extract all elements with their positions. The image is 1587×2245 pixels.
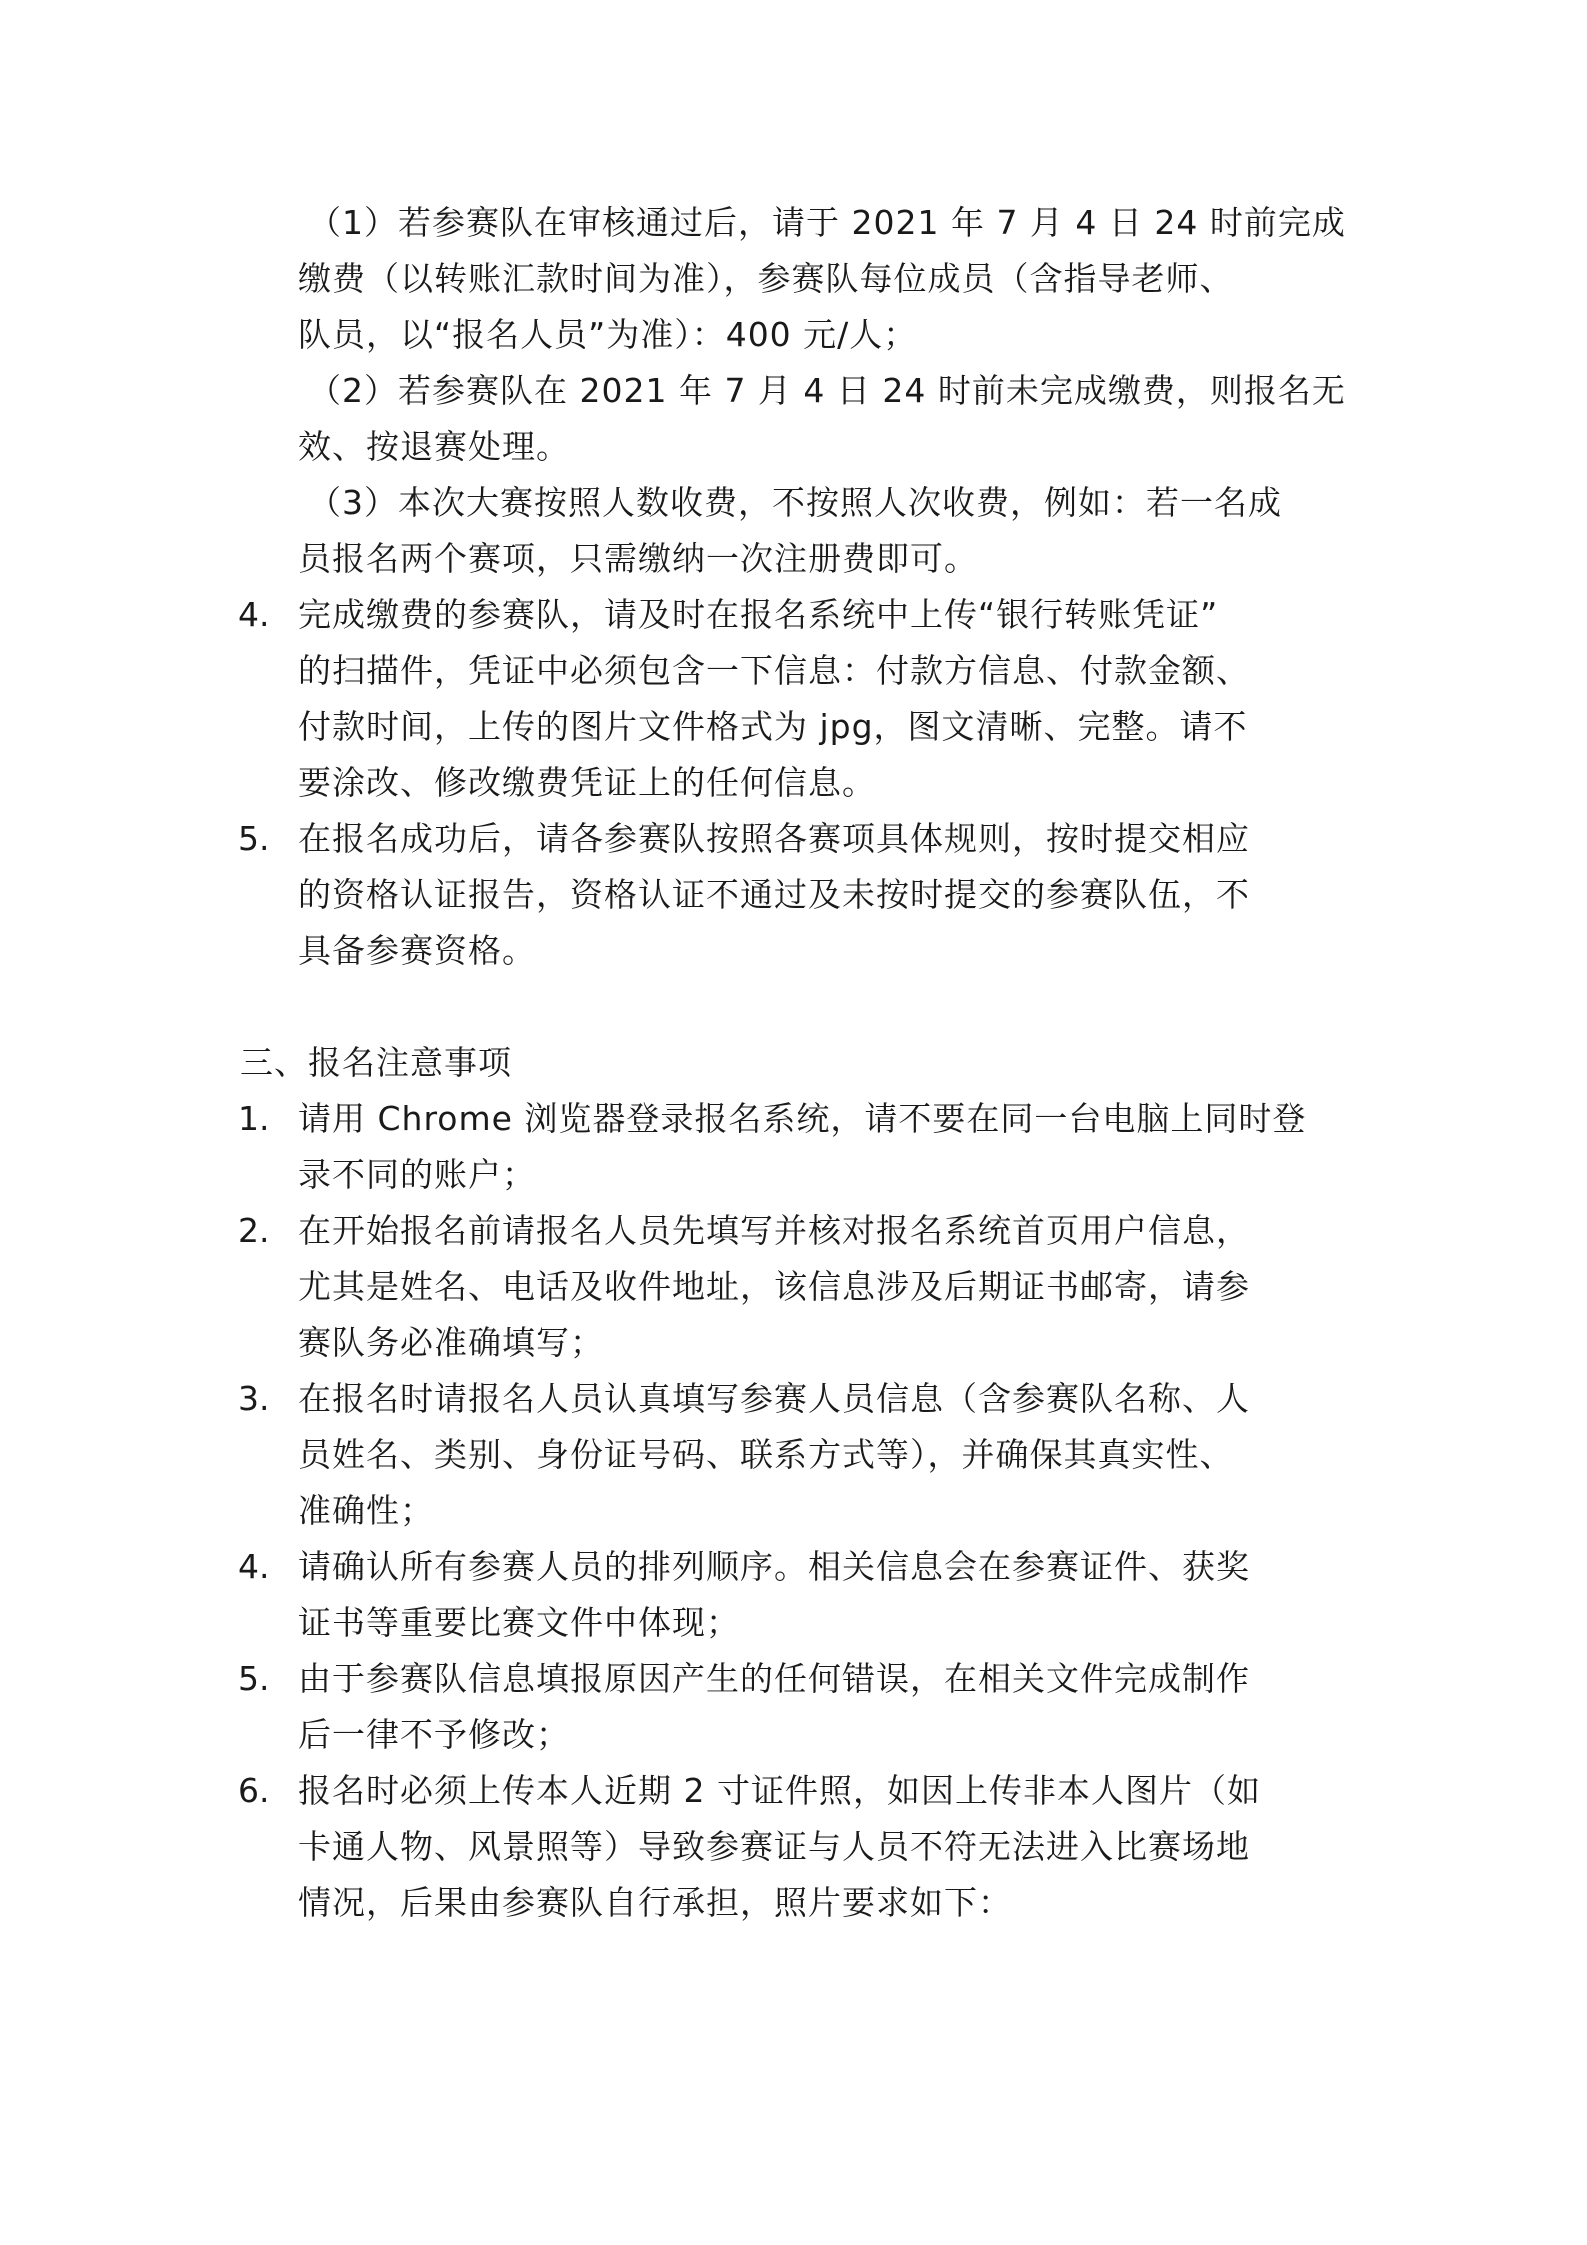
sub1-line-1: （1）若参赛队在审核通过后，请于 2021 年 7 月 4 日 24 时前完成 bbox=[308, 203, 1346, 242]
s3-item1-number: 1. bbox=[238, 1099, 270, 1138]
s3-item4-line-1: 请确认所有参赛人员的排列顺序。相关信息会在参赛证件、获奖 bbox=[298, 1547, 1250, 1586]
item5-line-2: 的资格认证报告，资格认证不通过及未按时提交的参赛队伍，不 bbox=[298, 875, 1250, 914]
sub3-line-2: 员报名两个赛项，只需缴纳一次注册费即可。 bbox=[298, 539, 978, 578]
item4-line-4: 要涂改、修改缴费凭证上的任何信息。 bbox=[298, 763, 876, 802]
s3-item6-line-3: 情况，后果由参赛队自行承担，照片要求如下： bbox=[298, 1883, 1012, 1922]
item4-line-2: 的扫描件，凭证中必须包含一下信息：付款方信息、付款金额、 bbox=[298, 651, 1250, 690]
s3-item2-line-1: 在开始报名前请报名人员先填写并核对报名系统首页用户信息， bbox=[298, 1211, 1250, 1250]
s3-item5-line-1: 由于参赛队信息填报原因产生的任何错误，在相关文件完成制作 bbox=[298, 1659, 1250, 1698]
sub3-line-1: （3）本次大赛按照人数收费，不按照人次收费，例如：若一名成 bbox=[308, 483, 1282, 522]
s3-item3-line-3: 准确性； bbox=[298, 1491, 434, 1530]
sub2-line-2: 效、按退赛处理。 bbox=[298, 427, 570, 466]
s3-item2-number: 2. bbox=[238, 1211, 270, 1250]
item5-number: 5. bbox=[238, 819, 270, 858]
s3-item2-line-3: 赛队务必准确填写； bbox=[298, 1323, 604, 1362]
item4-number: 4. bbox=[238, 595, 270, 634]
s3-item3-line-2: 员姓名、类别、身份证号码、联系方式等），并确保其真实性、 bbox=[298, 1435, 1234, 1474]
item5-line-1: 在报名成功后，请各参赛队按照各赛项具体规则，按时提交相应 bbox=[298, 819, 1250, 858]
sub2-line-1: （2）若参赛队在 2021 年 7 月 4 日 24 时前未完成缴费，则报名无 bbox=[308, 371, 1346, 410]
s3-item4-number: 4. bbox=[238, 1547, 270, 1586]
s3-item2-line-2: 尤其是姓名、电话及收件地址，该信息涉及后期证书邮寄，请参 bbox=[298, 1267, 1250, 1306]
s3-item1-line-1: 请用 Chrome 浏览器登录报名系统，请不要在同一台电脑上同时登 bbox=[298, 1099, 1307, 1138]
s3-item1-line-2: 录不同的账户； bbox=[298, 1155, 536, 1194]
s3-item6-number: 6. bbox=[238, 1771, 270, 1810]
s3-item6-line-2: 卡通人物、风景照等）导致参赛证与人员不符无法进入比赛场地 bbox=[298, 1827, 1250, 1866]
s3-item5-line-2: 后一律不予修改； bbox=[298, 1715, 570, 1754]
item4-line-1: 完成缴费的参赛队，请及时在报名系统中上传“银行转账凭证” bbox=[298, 595, 1219, 634]
item5-line-3: 具备参赛资格。 bbox=[298, 931, 536, 970]
s3-item4-line-2: 证书等重要比赛文件中体现； bbox=[298, 1603, 740, 1642]
s3-item3-line-1: 在报名时请报名人员认真填写参赛人员信息（含参赛队名称、人 bbox=[298, 1379, 1250, 1418]
section3-heading: 三、报名注意事项 bbox=[240, 1043, 512, 1082]
s3-item3-number: 3. bbox=[238, 1379, 270, 1418]
sub1-line-3: 队员，以“报名人员”为准）：400 元/人； bbox=[298, 315, 918, 354]
s3-item5-number: 5. bbox=[238, 1659, 270, 1698]
sub1-line-2: 缴费（以转账汇款时间为准），参赛队每位成员（含指导老师、 bbox=[298, 259, 1234, 298]
item4-line-3: 付款时间，上传的图片文件格式为 jpg，图文清晰、完整。请不 bbox=[298, 707, 1248, 746]
s3-item6-line-1: 报名时必须上传本人近期 2 寸证件照，如因上传非本人图片（如 bbox=[298, 1771, 1261, 1810]
